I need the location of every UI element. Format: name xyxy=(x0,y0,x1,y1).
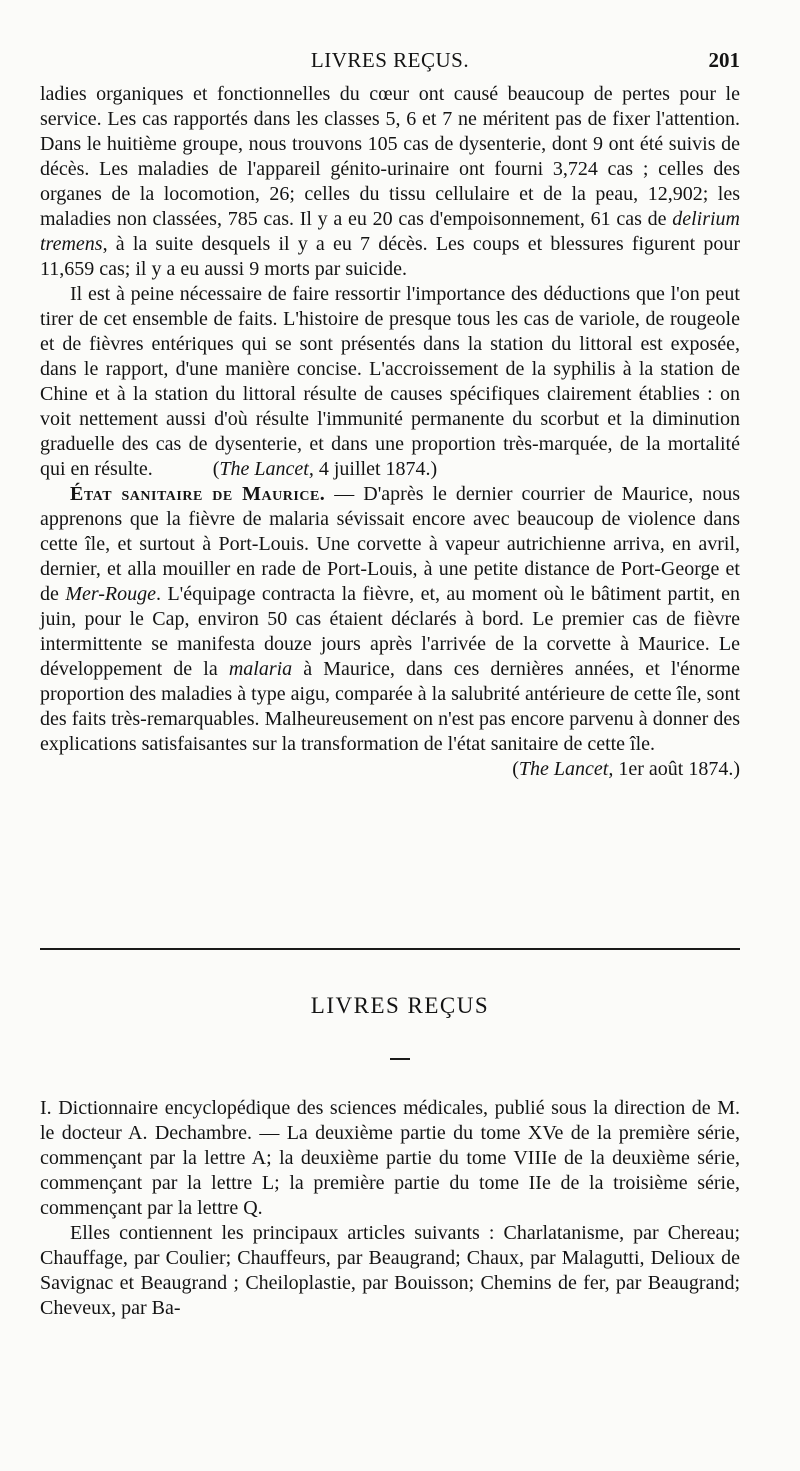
citation-date: 1er août 1874.) xyxy=(618,758,740,780)
running-head xyxy=(40,48,740,78)
books-list xyxy=(40,1096,740,1321)
citation-date: 4 juillet 1874.) xyxy=(318,458,438,480)
paragraph-cardiac: ladies organiques et fonctionnelles du cœur ont causé beaucoup de pertes pour le service. Les cas rapportés dans les classes 5, 6 et 7 ne méritent pas de fixer l'attention. Dans le huitième groupe, nous trouvons 105 cas de dysenterie, dont 9 ont été suivis de décès. Les maladies de l'appareil génito-urinaire ont fourni 3,724 cas ; celles des organes de la locomotion, 26; celles du tissu cellulaire et de la peau, 12,902; les maladies non classées, 785 cas. Il y a eu 20 cas d'empoisonnement, 61 cas de delirium tremens, à la suite desquels il y a eu 7 décès. Les coups et blessures figurent pour 11,659 cas; il y a eu aussi 9 morts par suicide. xyxy=(40,83,740,280)
section-title: État sanitaire de Maurice. xyxy=(70,483,326,505)
page-number: 201 xyxy=(708,48,740,72)
short-divider xyxy=(390,1058,410,1060)
list-item-continuation: Elles contiennent les principaux articles suivants : Charlatanisme, par Chereau; Chauffage, par Coulier; Chauffeurs, par Beaugrand; Chaux, par Malagutti, Delioux de Savignac et Beaugrand ; Cheiloplastie, par Bouisson; Chemins de fer, par Beaugrand; Cheveux, par Ba- xyxy=(40,1222,740,1319)
paragraph-maurice: État sanitaire de Maurice. — D'après le dernier courrier de Maurice, nous apprenons que la fièvre de malaria sévissait encore avec beaucoup de violence dans cette île, et surtout à Port-Louis. Une corvette à vapeur autrichienne arriva, en avril, dernier, et alla mouiller en rade de Port-Louis, à une petite distance de Port-George et de Mer-Rouge. L'équipage contracta la fièvre, et, au moment où le bâtiment partit, en juin, pour le Cap, environ 50 cas étaient déclarés à bord. Le premier cas de fièvre intermittente se manifesta douze jours après l'arrivée de la corvette à Maurice. Le développement de la malaria à Maurice, dans ces dernières années, et l'énorme proportion des maladies à type aigu, comparée à la salubrité antérieure de cette île, sont des faits très-remarquables. Malheureusement on n'est pas encore parvenu à donner des explications satisfaisantes sur la transformation de l'état sanitaire de cette île. xyxy=(40,483,740,755)
list-item: I. Dictionnaire encyclopédique des sciences médicales, publié sous la direction de M. le docteur A. Dechambre. — La deuxième partie du tome XVe de la première série, commençant par la lettre A; la deuxième partie du tome VIIIe de la deuxième série, commençant par la lettre L; la première partie du tome IIe de la troisième série, commençant par la lettre Q. xyxy=(40,1097,740,1219)
italic-term: delirium tremens xyxy=(40,208,740,255)
running-title: LIVRES REÇUS. xyxy=(310,48,470,72)
citation-maurice: (The Lancet, 1er août 1874.) xyxy=(512,758,740,780)
citation-source: The Lancet, xyxy=(219,458,314,480)
paragraph-deductions: Il est à peine nécessaire de faire ressortir l'importance des déductions que l'on peut tirer de cet ensemble de faits. L'histoire de presque tous les cas de variole, de rougeole et de fièvres entériques qui se sont présentés dans la station du littoral est exposée, dans le rapport, d'une manière concise. L'accroissement de la syphilis à la station de Chine et à la station du littoral résulte de causes spécifiques clairement établies : on voit nettement aussi d'où résulte l'immunité permanente du scorbut et la diminution graduelle des cas de dysenterie, et dans une proportion très-marquée, de la mortalité qui en résulte. (The Lancet, 4 juillet 1874.) xyxy=(40,283,740,480)
section-heading: LIVRES REÇUS xyxy=(310,993,490,1018)
body-text xyxy=(40,82,740,782)
divider-rule xyxy=(40,948,740,950)
citation-source: The Lancet, xyxy=(518,758,614,780)
